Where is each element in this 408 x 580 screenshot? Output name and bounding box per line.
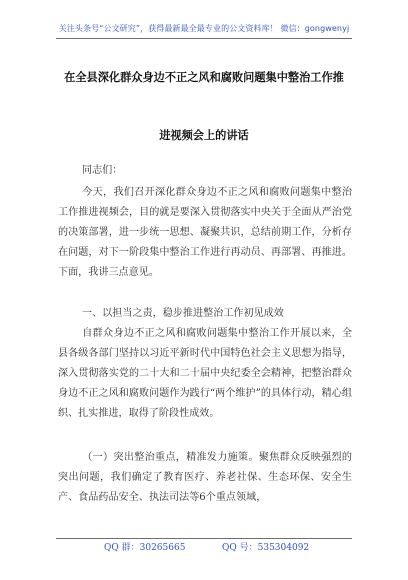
paragraph-intro-text: 今天，我们召开深化群众身边不正之风和腐败问题集中整治工作推进视频会，目的就是要深入贯彻落实中央关于全面从严治党的决策部署，进一步统一思想、凝聚共识，总结前期工作，分析存在问题，对下一阶段集中整治工作进行再动员、再部署、再推进。下面，我讲三点意见。 bbox=[58, 187, 352, 279]
footer-qq-number: QQ 号：535304092 bbox=[222, 543, 310, 553]
header-promo-note: 关注头条号“公文研究”，获得最新最全最专业的公文资料库！ 微信：gongwenyj bbox=[58, 24, 350, 33]
paragraph-subsection1 bbox=[58, 448, 352, 508]
salutation: 同志们： bbox=[82, 165, 123, 176]
section-heading-1: 一、以担当之责，稳步推进整治工作初见成效 bbox=[82, 308, 284, 319]
document-title-line1: 在全县深化群众身边不正之风和腐败问题集中整治工作推 bbox=[64, 71, 344, 84]
paragraph-section1 bbox=[58, 324, 352, 424]
paragraph-subsection1-text: （一）突出整治重点，精准发力施策。聚焦群众反映强烈的突出问题，我们确定了教育医疗、养老社保、生态环保、安全生产、食品药品安全、执法司法等6个重点领域， bbox=[58, 452, 352, 504]
header-divider bbox=[56, 38, 352, 39]
footer-divider bbox=[56, 538, 352, 539]
paragraph-intro bbox=[58, 183, 352, 283]
document-title-line2: 进视频会上的讲话 bbox=[159, 129, 249, 142]
paragraph-section1-text: 自群众身边不正之风和腐败问题集中整治工作开展以来，全县各级各部门坚持以习近平新时代中国特色社会主义思想为指导，深入贯彻落实党的二十大和二十届中央纪委全会精神，把整治群众身边不正之风和腐败问题作为践行“两个维护”的具体行动，精心组织、扎实推进，取得了阶段性成效。 bbox=[58, 328, 352, 420]
footer-qq-group: QQ 群：30265665 bbox=[104, 543, 186, 553]
